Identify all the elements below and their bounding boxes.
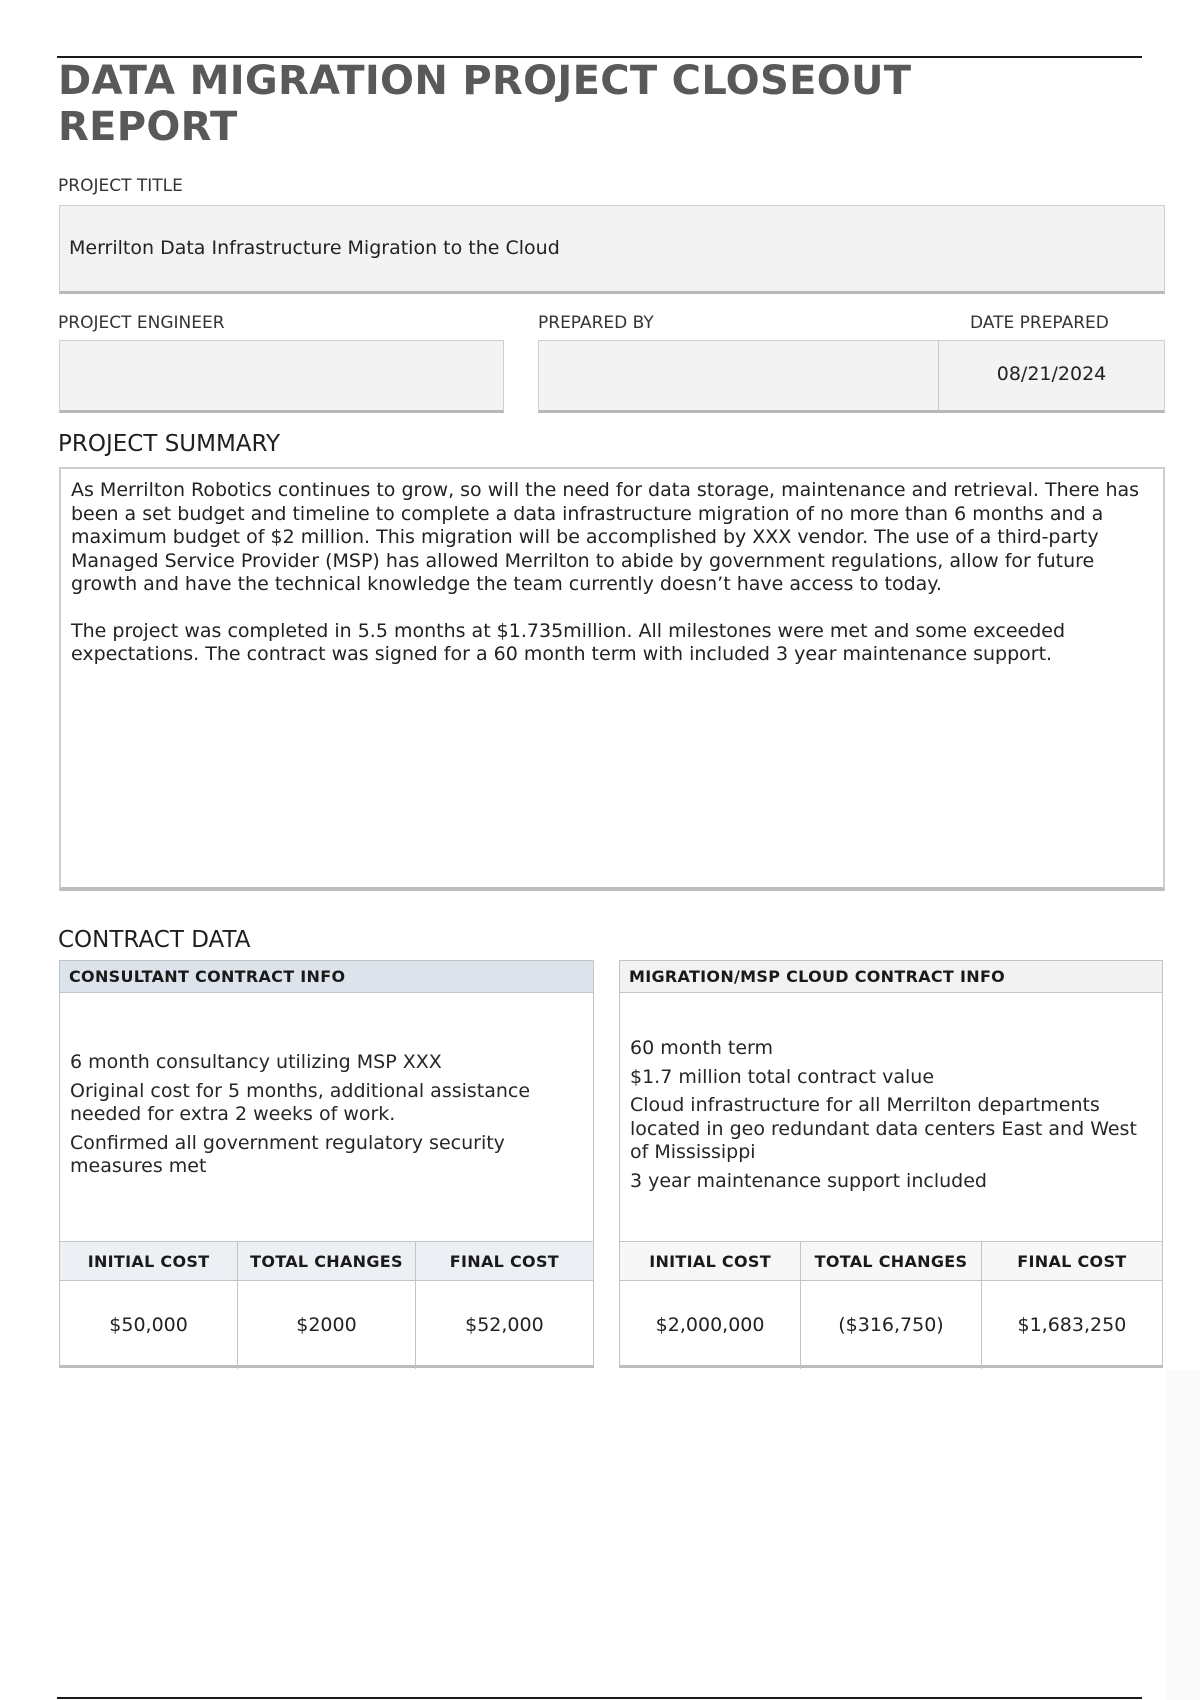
migration-cost-table	[620, 1241, 1162, 1369]
consultant-cost-table	[60, 1241, 593, 1369]
consultant-line: Original cost for 5 months, additional assistance needed for extra 2 weeks of work.	[70, 1079, 531, 1125]
project-summary-heading: PROJECT SUMMARY	[58, 431, 281, 457]
migration-contract-header: MIGRATION/MSP CLOUD CONTRACT INFO	[620, 961, 1162, 993]
prepared-by-field[interactable]	[538, 340, 939, 413]
column-header-final-cost: FINAL COST	[981, 1242, 1162, 1281]
project-title-value: Merrilton Data Infrastructure Migration to the Cloud	[69, 237, 560, 259]
project-title-field[interactable]	[59, 205, 1165, 294]
consultant-line: 6 month consultancy utilizing MSP XXX	[70, 1051, 442, 1073]
consultant-contract-header: CONSULTANT CONTRACT INFO	[60, 961, 593, 993]
migration-line: 3 year maintenance support included	[630, 1169, 987, 1192]
bottom-rule	[57, 1697, 1142, 1699]
migration-contract-card	[619, 960, 1163, 1368]
project-title-label: PROJECT TITLE	[58, 176, 183, 196]
date-prepared-value: 08/21/2024	[996, 363, 1107, 385]
total-changes-cell[interactable]: ($316,750)	[801, 1281, 982, 1370]
total-changes-cell[interactable]: $2000	[238, 1281, 416, 1370]
summary-paragraph: As Merrilton Robotics continues to grow, so will the need for data storage, maintenance and retrieval. There has been a set budget and timeline to complete a data infrastructure migration of no more than 6 months and a maximum budget of $2 million. This migration will be accomplished by XXX vendor. The use of a third-party Managed Service Provider (MSP) has allowed Merrilton to abide by government regulations, allow for future growth and have the technical knowledge the team currently doesn’t have access to today.	[71, 479, 1140, 595]
migration-line: $1.7 million total contract value	[630, 1065, 935, 1088]
table-row	[60, 1281, 593, 1370]
date-prepared-field[interactable]	[938, 340, 1165, 413]
final-cost-cell[interactable]: $52,000	[465, 1314, 544, 1336]
initial-cost-cell[interactable]: $50,000	[60, 1281, 238, 1370]
consultant-contract-body[interactable]	[60, 993, 593, 1241]
column-header-total-changes: TOTAL CHANGES	[238, 1242, 416, 1281]
page-margin-shade	[1166, 1370, 1200, 1700]
migration-line: 60 month term	[630, 1037, 774, 1059]
column-header-initial-cost: INITIAL COST	[620, 1242, 801, 1281]
project-summary-box[interactable]	[59, 467, 1165, 891]
project-engineer-label: PROJECT ENGINEER	[58, 313, 225, 333]
contract-data-heading: CONTRACT DATA	[58, 927, 251, 953]
table-header-row	[620, 1242, 1162, 1281]
page-title: DATA MIGRATION PROJECT CLOSEOUT REPORT	[58, 58, 912, 150]
table-header-row	[60, 1242, 593, 1281]
migration-line: Cloud infrastructure for all Merrilton departments located in geo redundant data centers East and West of Mississippi	[630, 1094, 1137, 1163]
column-header-initial-cost: INITIAL COST	[60, 1242, 238, 1281]
column-header-final-cost: FINAL COST	[415, 1242, 593, 1281]
project-engineer-field[interactable]	[59, 340, 504, 413]
table-row	[620, 1281, 1162, 1370]
date-prepared-label: DATE PREPARED	[970, 313, 1109, 333]
migration-contract-body[interactable]	[620, 993, 1162, 1241]
consultant-contract-card	[59, 960, 594, 1368]
consultant-line: Confirmed all government regulatory security measures met	[70, 1131, 505, 1177]
final-cost-cell[interactable]: $1,683,250	[1017, 1314, 1127, 1336]
column-header-total-changes: TOTAL CHANGES	[801, 1242, 982, 1281]
prepared-by-label: PREPARED BY	[538, 313, 654, 333]
initial-cost-cell[interactable]: $2,000,000	[620, 1281, 801, 1370]
summary-paragraph: The project was completed in 5.5 months at $1.735million. All milestones were met and some exceeded expectations. The contract was signed for a 60 month term with included 3 year maintenance support.	[71, 619, 1066, 665]
